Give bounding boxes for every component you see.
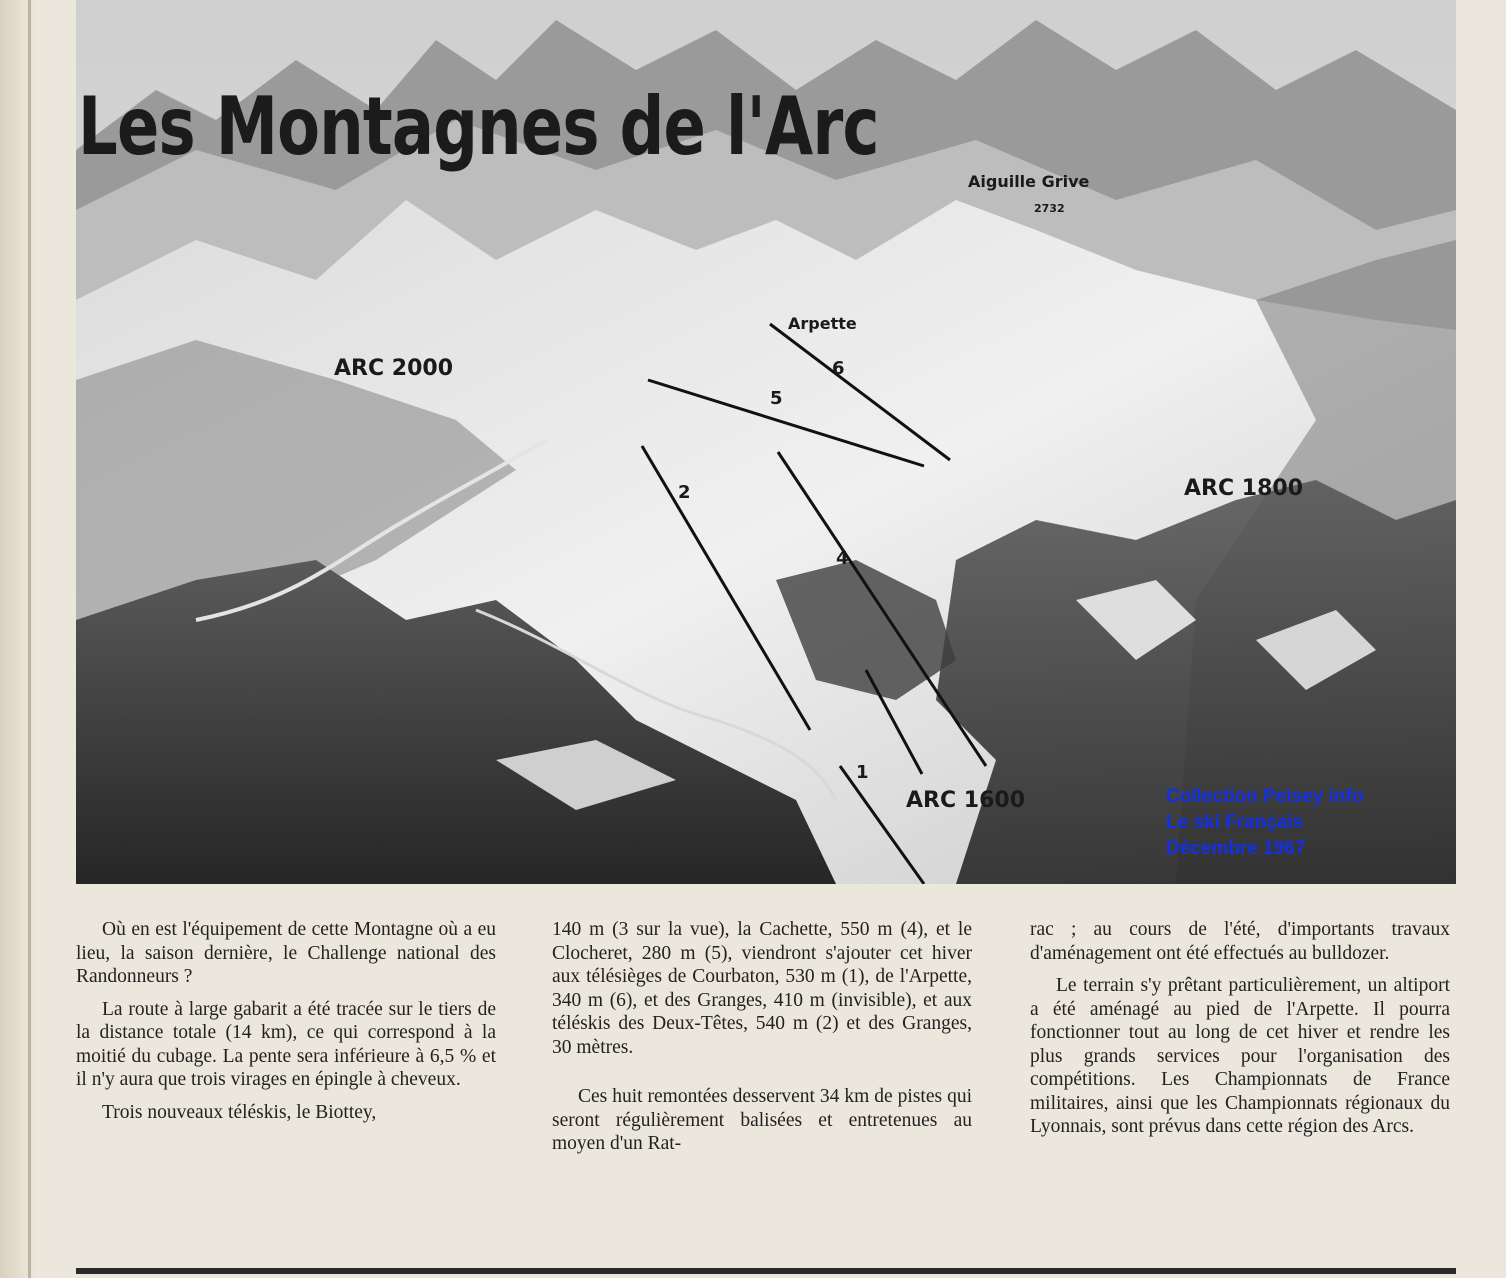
column-1-paragraph-2: La route à large gabarit a été tracée sur le tiers de la distance totale (14 km), ce qui correspond à la moitié du cubage. La pente sera inférieure à 6,5 % et il n'y aura que trois virages en épingle à cheveux. — [76, 998, 496, 1090]
page-binding-edge — [0, 0, 40, 1278]
lift-number-6: 6 — [832, 358, 845, 379]
credit-line-2: Le ski Français — [1166, 812, 1304, 833]
column-1-paragraph-3: Trois nouveaux téléskis, le Biottey, — [102, 1101, 377, 1123]
lift-number-1: 1 — [856, 762, 869, 783]
column-3-paragraph-1: rac ; au cours de l'été, d'importants travaux d'aménagement ont été effectués au bulldozer. — [1030, 919, 1450, 964]
article-body — [76, 918, 1456, 1218]
label-arc-1600: ARC 1600 — [906, 788, 1026, 813]
lift-number-2: 2 — [678, 482, 691, 503]
column-3-paragraph-2: Le terrain s'y prêtant particulièrement, un altiport a été aménagé au pied de l'Arpette. Il pourra fonctionner tout au long de cet hiver et rendre les plus grands services pour l'organisation des compétitions. Les Championnats de France militaires, ainsi que les Championnats régionaux du Lyonnais, sont prévus dans cette région des Arcs. — [1030, 975, 1450, 1137]
credit-line-1: Collection Peisey info — [1166, 786, 1364, 807]
column-2-paragraph-2: Ces huit remontées desservent 34 km de pistes qui seront régulièrement balisées et entretenues au moyen d'un Rat- — [552, 1086, 972, 1154]
column-2-paragraph-1: 140 m (3 sur la vue), la Cachette, 550 m (4), et le Clocheret, 280 m (5), viendront s'ajouter cet hiver aux télésièges de Courbaton, 530 m (1), de l'Arpette, 340 m (6), et des Granges, 410 m (invisible), et aux téléskis des Deux-Têtes, 540 m (2) et des Granges, 30 mètres. — [552, 919, 972, 1058]
article-column-3 — [1030, 918, 1450, 1148]
article-column-2 — [552, 918, 972, 1165]
label-aiguille-grive: Aiguille Grive — [968, 172, 1090, 191]
mountain-photo — [76, 0, 1456, 884]
bottom-rule — [76, 1268, 1456, 1274]
collection-credit — [1166, 784, 1363, 862]
column-1-paragraph-1: Où en est l'équipement de cette Montagne où a eu lieu, la saison dernière, le Challenge national des Randonneurs ? — [76, 919, 496, 987]
lift-number-5: 5 — [770, 388, 783, 409]
label-arpette: Arpette — [788, 314, 857, 333]
label-arc-1800: ARC 1800 — [1184, 476, 1304, 501]
lift-number-4: 4 — [836, 548, 849, 569]
page-title: Les Montagnes de l'Arc — [78, 80, 879, 173]
label-arc-2000: ARC 2000 — [334, 356, 454, 381]
label-aiguille-altitude: 2732 — [1034, 202, 1065, 215]
credit-line-3: Décembre 1967 — [1166, 838, 1306, 859]
article-column-1 — [76, 918, 496, 1133]
